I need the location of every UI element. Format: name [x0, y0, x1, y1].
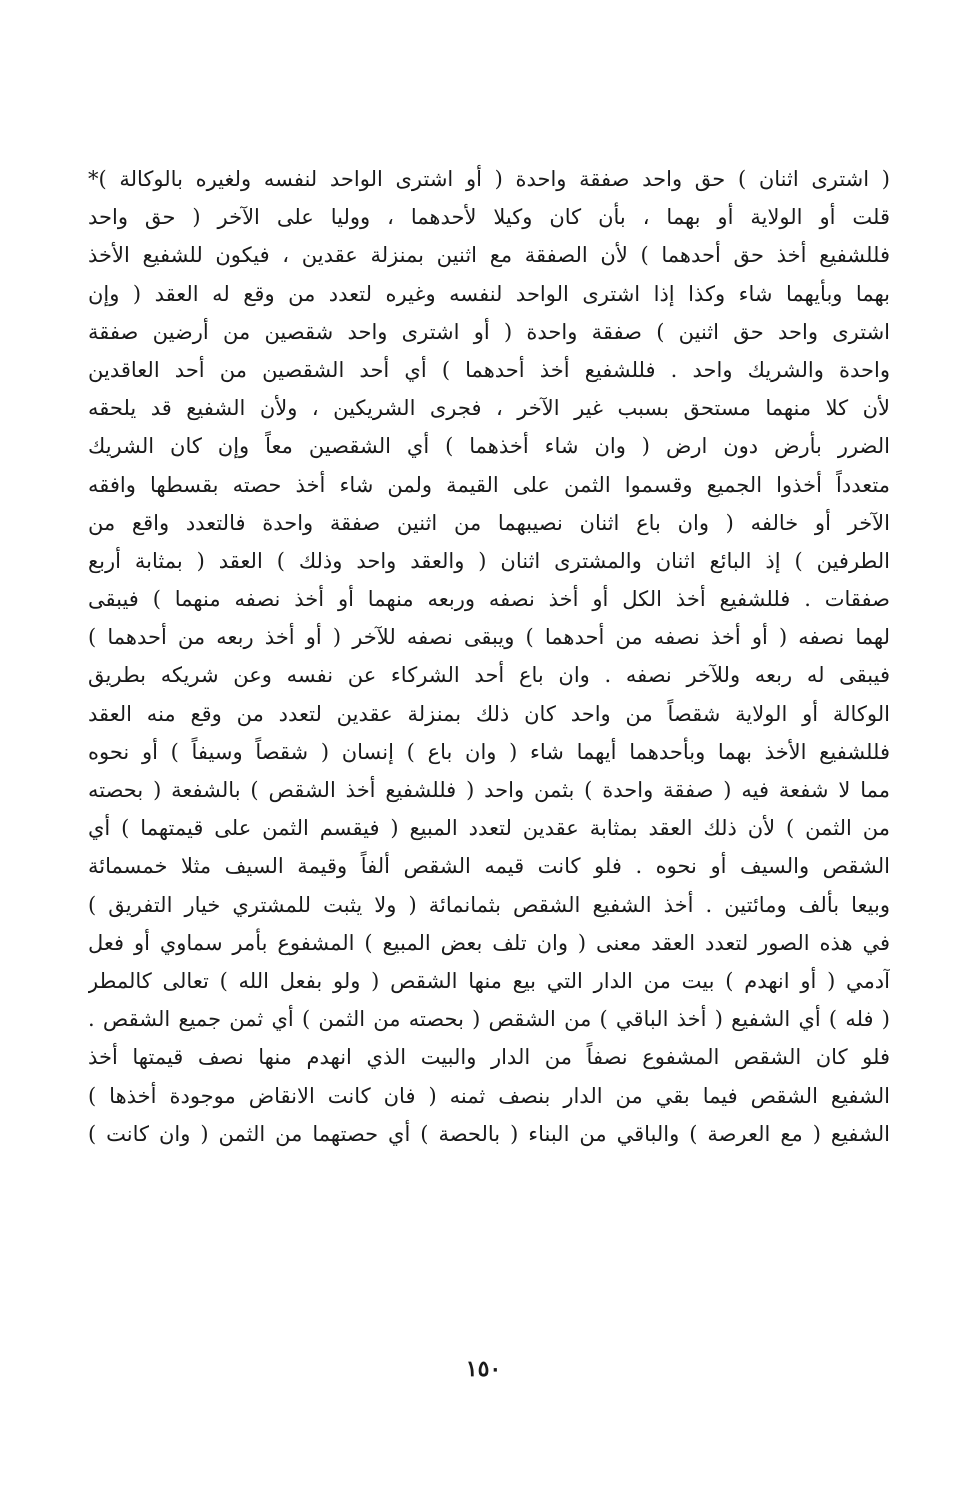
text-line: اشترى واحد حق اثنين ) صفقة واحدة ( أو اشترى واحد شقصين من أرضين صفقة: [88, 319, 890, 344]
text-line: بهما وبأيهما شاء وكذا إذا اشترى الواحد لنفسه وغيره لتعدد من وقع له العقد ( وإن: [88, 281, 890, 306]
page-number: ١٥٠: [465, 1356, 502, 1382]
text-line: الشقص والسيف أو نحوه . فلو كانت قيمه الشقص ألفاً وقيمة السيف مثلا خمسمائة: [88, 854, 890, 879]
text-line: الشفيع الشقص فيما بقي من الدار بنصف ثمنه ( فان كانت الانقاض موجودة أخذها ): [88, 1083, 890, 1108]
text-line: مما لا شفعة فيه ( صفقة واحدة ) بثمن واحد ( فللشفيع أخذ الشقص ) بالشفعة ( بحصته: [88, 778, 890, 802]
text-line: فللشفيع أخذ حق أحدهما ) لأن الصفقة مع اثنين بمنزلة عقدين ، فيكون للشفيع الأخذ: [88, 243, 890, 268]
text-line: الوكالة أو الولاية شقصاً من واحد كان ذلك بمنزلة عقدين لتعدد من وقع منه العقد: [88, 701, 890, 726]
text-line: وبيعا بألف ومائتين . أخذ الشفيع الشقص بثمانمائة ( ولا يثبت للمشتري خيار التفريق ): [88, 892, 890, 917]
text-line: صفقات . فللشفيع أخذ الكل أو أخذ نصفه وربعه منهما أو أخذ نصفه منهما ) فيبقى: [88, 587, 890, 612]
text-line: متعدداً أخذوا الجميع وقسموا الثمن على القيمة ولمن شاء أخذ حصته بقسطها وافقه: [88, 472, 890, 497]
text-line: لهما نصفه ( أو أخذ نصفه من أحدهما ) ويبقى نصفه للآخر ( أو أخذ ربعه من أحدهما ): [88, 625, 890, 650]
text-line: من الثمن ) لأن ذلك العقد بمثابة عقدين لتعدد المبيع ( فيقسم الثمن على قيمتهما ) أي: [88, 816, 890, 841]
text-line: الضرر بأرض دون ارض ( وان شاء أخذهما ) أي الشقصين معاً وإن كان الشريك: [88, 434, 890, 459]
text-line: ( اشترى اثنان ) حق واحد صفقة واحدة ( أو اشترى الواحد لنفسه ولغيره بالوكالة )*: [88, 167, 890, 191]
text-line: واحدة والشريك واحد . فللشفيع أخذ أحدهما ) أي أحد الشقصين من أحد العاقدين: [88, 357, 890, 382]
text-line: الآخر أو خالفه ( وان باع اثنان نصيبهما من اثنين صفقة واحدة فالتعدد واقع من: [88, 510, 890, 535]
text-line: فللشفيع الأخذ بهما وبأحدهما أيهما شاء ( وان باع ) إنسان ( شقصاً وسيفاً ) أو نحوه: [88, 739, 890, 764]
text-line: ( فله ) أي الشفيع ( أخذ الباقي ) من الشقص ( بحصته من الثمن ) أي ثمن جميع الشقص .: [88, 1007, 890, 1032]
text-line: لأن كلا منهما مستحق بسبب غير الآخر ، فجرى الشريكين ، ولأن الشفيع قد يلحقه: [88, 396, 890, 421]
text-line: الطرفين ) إذ البائع اثنان والمشترى اثنان ( والعقد واحد وذلك ) العقد ( بمثابة أربع: [88, 548, 890, 573]
text-line: الشفيع ( مع العرصة ) والباقي من البناء ( بالحصة ) أي حصتهما من الثمن ( وان كانت ): [88, 1121, 890, 1146]
text-line: فيبقى له ربعه وللآخر نصفه . وان باع أحد الشركاء عن نفسه وعن شريكه بطريق: [88, 663, 890, 688]
body-text: [88, 160, 890, 1153]
text-line: في هذه الصور لتعدد العقد معنى ( وان تلف بعض المبيع ) المشفوع بأمر سماوي أو فعل: [88, 930, 890, 955]
text-line: قلت أو الولاية أو بهما ، بأن كان وكيلا لأحدهما ، ووليا على الآخر ( حق واحد: [88, 205, 890, 230]
text-line: فلو كان الشقص المشفوع نصفاً من الدار والبيت الذي انهدم منها نصف قيمتها أخذ: [88, 1045, 890, 1070]
text-line: آدمي ( أو انهدم ) بيت من الدار التي بيع منها الشقص ( ولو بفعل الله ) تعالى كالمطر: [88, 968, 890, 993]
